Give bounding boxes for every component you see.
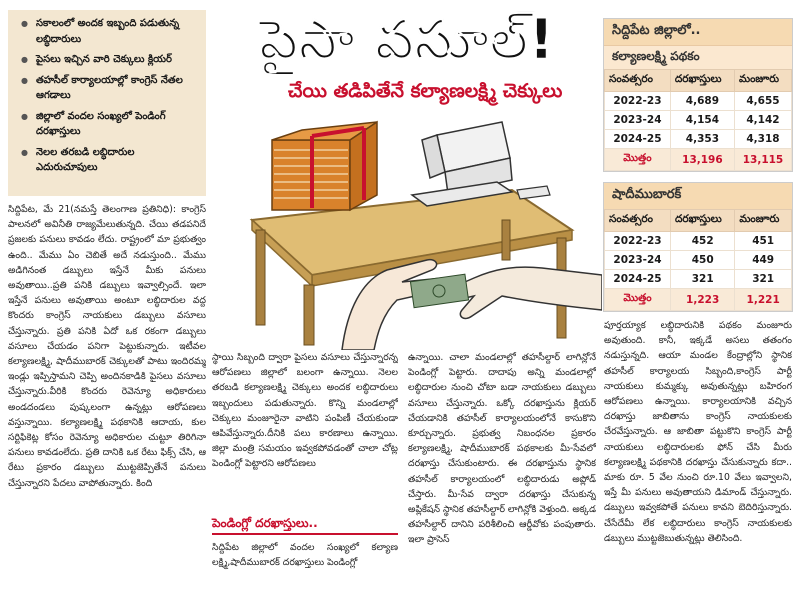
highlight-item: ● తహసీల్ కార్యాలయాల్లో కాంగ్రెస్ నేతల ఆగడాలు <box>36 73 198 104</box>
table-row: 2023-24 450 449 <box>605 251 792 270</box>
table-total-row: మొత్తం 13,196 13,115 <box>605 149 792 171</box>
article-column-2: స్థాయి సిబ్బంది ద్వారా పైసలు వసూలు చేస్తున్నారన్న ఆరోపణలు జిల్లాలో బలంగా ఉన్నాయి. నెలల తరబడి కల్యాణలక్ష్మి చెక్కులు అందక లబ్ధిదారులు ఇబ్బందులు పడుతున్నారు. కొన్ని మండలాల్లో చెక్కులు మంజూరైనా వాటిని పంపిణీ చేయకుండా ఆపివేస్తున్నారు.దీనికి పలు కారణాలు ఉన్నాయి. జిల్లా మంత్రి సమయం ఇవ్వకపోవడంతో చాలా చోట్ల పెండింగ్లో పెట్టారని ఆరోపణలు <box>212 352 398 470</box>
col-header-year: సంవత్సరం <box>605 70 671 92</box>
stats-panel <box>603 18 793 172</box>
table-row: 2024-25 4,353 4,318 <box>605 130 792 149</box>
article-column-4: పూర్తయ్యాక లబ్ధిదారునికి పథకం మంజూరు అవుతుంది. కానీ, ఇక్కడే అసలు తతంగం నడుస్తున్నది. ఆయా మండల కేంద్రాల్లోని స్థానిక తహసీల్ కార్యాలయ సిబ్బంది,కాంగ్రెస్ పార్టీ నాయకులు కుమ్మక్కు అవుతున్నట్లు బహిరంగ ఆరోపణలు ఉన్నాయి. కార్యాలయానికి వచ్చిన దరఖాస్తు జాబితాను కాంగ్రెస్ నాయకులకు చేరవేస్తున్నారు. ఆ జాబితా పట్టుకొని కాంగ్రెస్ పార్టీ నాయకులు లబ్ధిదారులకు ఫోన్ చేసి మీరు కల్యాణలక్ష్మి పథకానికి దరఖాస్తు చేసుకున్నారు కదా.. మాకు రూ. 5 వేల నుంచి రూ.10 వేలు ఇవ్వాలని, ఇస్తే మీ పనులు అవుతాయని డిమాండ్ చేస్తున్నారు. డబ్బులు ఇవ్వకపోతే పనులు కావని బెదిరిస్తున్నారు. చేసేదేమీ లేక లబ్ధిదారులు కాంగ్రెస్ నాయకులకు డబ్బులు ముట్టజెబుతున్నట్లు తెలిసింది. <box>604 320 792 544</box>
highlight-item: ● జిల్లాలో వందల సంఖ్యలో పెండింగ్ దరఖాస్తులు <box>36 109 198 140</box>
table-row: 2024-25 321 321 <box>605 270 792 289</box>
table-total-row: మొత్తం 1,223 1,221 <box>605 289 792 311</box>
highlight-item: ● సకాలంలో అందక ఇబ్బంది పడుతున్న లబ్ధిదారులు <box>36 16 198 47</box>
article-column-3: ఉన్నాయి. చాలా మండలాల్లో తహసీల్దార్ లాగిన్లోనే పెండింగ్లో పెట్టారు. దాదాపు అన్ని మండలాల్లో లబ్ధిదారుల నుంచి చోటా బడా నాయకులు డబ్బులు వసూలు చేస్తున్నారు. ఒక్కో దరఖాస్తును క్లియర్ చేయడానికి తహసీల్ కార్యాలయంలోనే కాసుకొని కూర్చున్నారు. ప్రభుత్వ నిబంధనల ప్రకారం కల్యాణలక్ష్మి, షాదీముబారక్ పథకాలకు మీ-సేవలో దరఖాస్తు చేసుకుంటారు. ఈ దరఖాస్తును స్థానిక తహసీల్ కార్యాలయంలో లబ్ధిదారుడు అప్లోడ్ చేస్తారు. మీ-సేవ ద్వారా దరఖాస్తు చేసుకున్న అప్లికేషన్ స్థానిక తహసీల్దార్ లాగిన్లోకి వెళ్తుంది. అక్కడ తహసీల్దార్ దానిని పరిశీలించి ఆర్డీవోకు పంపుతారు. ఇలా ప్రాసెస్ <box>408 352 596 546</box>
table-row: 2022-23 452 451 <box>605 232 792 251</box>
highlights-box <box>8 10 206 196</box>
headline: పైసా వసూల్! <box>259 8 555 71</box>
article-column-2b: సిద్దిపేట జిల్లాలో వందల సంఖ్యలో కల్యాణ లక్ష్మి,షాదీముబారక్ దరఖాస్తులు పెండింగ్లో <box>212 542 398 569</box>
bribe-illustration <box>212 100 602 350</box>
computer <box>412 122 550 206</box>
subheadline: చేయి తడిపితేనే కల్యాణలక్ష్మి చెక్కులు <box>288 80 563 102</box>
heading-rule <box>212 533 398 535</box>
highlight-item: ● పైసలు ఇచ్చిన వారి చెక్కులు క్లియర్ <box>36 52 198 68</box>
table-row: 2022-23 4,689 4,655 <box>605 92 792 111</box>
shaadi-mubarak-table: సంవత్సరం దరఖాస్తులు మంజూరు 2022-23 452 451 2023-24 450 449 2024-25 321 321 మొత్తం 1,223 1,221 <box>604 209 792 311</box>
article-column-1: సిద్దిపేట, మే 21(నమస్తే తెలంగాణ ప్రతినిధి): కాంగ్రెస్ పాలనలో అవినీతి రాజ్యమేలుతున్నది. చేయి తడపనిదే ప్రజలకు పనులు కావడం లేదు. రాష్ట్రంలో మా ప్రభుత్వం ఉంది.. మేము ఏం చెబితే అదే నడుస్తుంది.. మేము అడిగినంత డబ్బులు ఇస్తేనే మీకు పనులు అవుతాయి..ప్రతి పనికి డబ్బులు ఇవ్వాల్సిందే. ఇలా ఇస్తేనే పనులు అవుతాయి అంటూ లబ్ధిదారుల వద్ద కొందరు కాంగ్రెస్ నాయకులు డబ్బులు వసూలు చేస్తున్నారు. ప్రతి పనికి ఏదో ఒక రకంగా డబ్బులు వసూలు చేయడం పనిగా పెట్టుకున్నారు. ఇటీవల కల్యాణలక్ష్మి, షాదీముబారక్ చెక్కులతో పాటు ఇందిరమ్మ ఇండ్లు ఇప్పిస్తామని చెప్పి అందినకాడికి పైసలు వసూలు చేస్తున్నారు.వీరికి కొందరు రెవెన్యూ అధికారులు అండదండలు పుష్కలంగా ఉన్నట్లు ఆరోపణలు వస్తున్నాయి. కల్యాణలక్ష్మి పథకానికి ఆదాయ, కుల సర్టిఫికెట్ల కోసం రెవెన్యూ అధికారుల చుట్టూ తిరిగినా పనులు కావడంలేదు. ప్రతి దానికి ఒక రేటు ఫిక్స్ చేసి, ఆ రేటు ప్రకారం డబ్బులు ముట్టజెప్పితేనే పనులు చేస్తున్నారని పేదలు వాపోతున్నారు. కింది <box>8 204 206 489</box>
file-stack <box>272 122 377 210</box>
kalyana-lakshmi-table <box>604 69 792 171</box>
table-row: 2023-24 4,154 4,142 <box>605 111 792 130</box>
shaadi-panel <box>603 182 793 312</box>
col-header-sanctioned: మంజూరు <box>734 70 791 92</box>
pending-heading: పెండింగ్లో దరఖాస్తులు.. <box>212 516 318 530</box>
kalyana-table-title: కల్యాణలక్ష్మి పథకం <box>604 45 792 69</box>
highlight-item: ● నెలల తరబడి లబ్ధిదారుల ఎదురుచూపులు <box>36 145 198 176</box>
district-title: సిద్దిపేట జిల్లాలో.. <box>604 19 792 45</box>
col-header-applications: దరఖాస్తులు <box>670 70 734 92</box>
shaadi-table-title: షాదీముబారక్ <box>604 183 792 209</box>
